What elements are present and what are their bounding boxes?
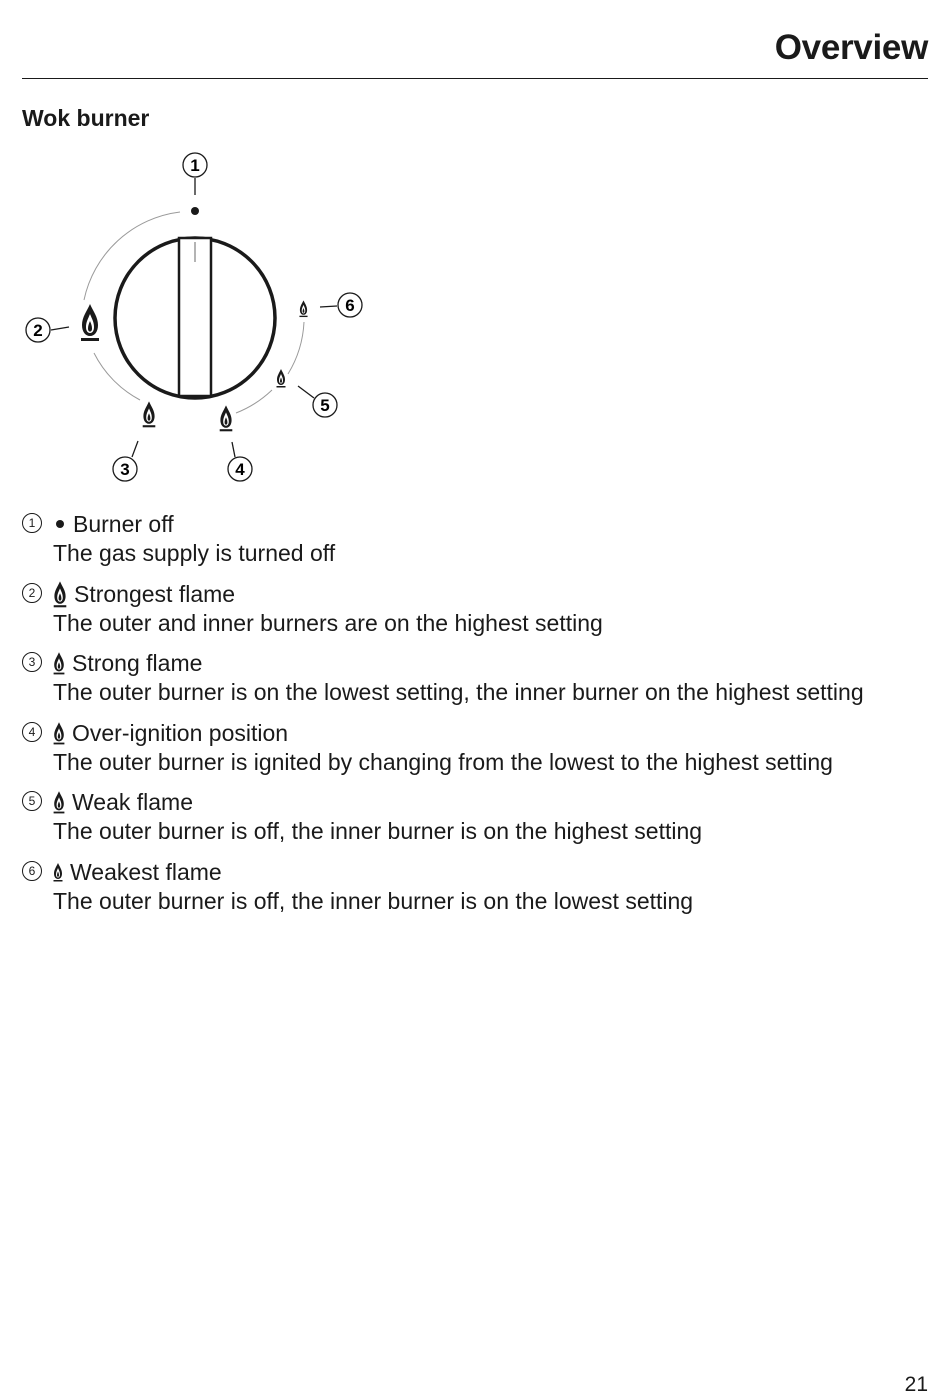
- section-heading: Wok burner: [22, 105, 150, 131]
- callout-label: 6: [345, 296, 355, 315]
- legend-list: [22, 510, 932, 927]
- callout-label: 2: [33, 321, 43, 340]
- flame-strongest-icon: [53, 580, 67, 608]
- list-item: [22, 788, 932, 858]
- callout-leader: [232, 442, 235, 457]
- flame-strong-icon: [53, 651, 65, 675]
- callout-label: 5: [320, 396, 330, 415]
- list-item: [22, 580, 932, 650]
- page-number: 21: [904, 1373, 928, 1396]
- item-description: The outer burner is off, the inner burner is on the lowest setting: [53, 887, 694, 914]
- flame-weakest-icon: [53, 862, 63, 882]
- item-number: 5: [22, 791, 42, 811]
- item-number: 3: [22, 652, 42, 672]
- item-description: The outer burner is on the lowest setting, the inner burner on the highest setting: [53, 679, 864, 705]
- item-description: The outer burner is off, the inner burner is on the highest setting: [53, 818, 703, 844]
- flame-weak-icon: [53, 790, 65, 814]
- page-title: Overview: [774, 28, 928, 67]
- flame-strongest-icon: [81, 304, 99, 341]
- flame-over-ignition-icon: [53, 721, 65, 745]
- item-description: The gas supply is turned off: [53, 540, 336, 566]
- settings-arc: [288, 322, 304, 374]
- item-title: Weakest flame: [70, 858, 222, 885]
- callout-label: 4: [235, 460, 245, 479]
- list-item: [22, 858, 932, 928]
- list-item: [22, 649, 932, 719]
- item-title: Strong flame: [72, 650, 203, 676]
- callout-leader: [320, 306, 337, 307]
- settings-arc: [236, 390, 272, 413]
- flame-weak-icon: [277, 369, 286, 388]
- callout-label: 3: [120, 460, 130, 479]
- flame-over-ignition-icon: [220, 405, 233, 431]
- wok-burner-knob-diagram: [0, 140, 380, 490]
- dot-icon: [56, 520, 64, 528]
- list-item: [22, 510, 932, 580]
- item-number: 1: [22, 513, 42, 533]
- callout-leader: [132, 441, 138, 457]
- list-item: [22, 719, 932, 789]
- item-number: 2: [22, 583, 42, 603]
- item-number: 6: [22, 861, 42, 881]
- item-title: Over-ignition position: [72, 719, 289, 746]
- flame-weakest-icon: [299, 300, 307, 317]
- callout-leader: [298, 386, 314, 398]
- item-description: The outer and inner burners are on the highest setting: [53, 609, 603, 636]
- callout-leader: [51, 327, 69, 330]
- callout-label: 1: [190, 156, 200, 175]
- item-title: Weak flame: [72, 789, 194, 815]
- header-divider: [22, 78, 928, 79]
- flame-strong-icon: [143, 401, 156, 427]
- item-description: The outer burner is ignited by changing from the lowest to the highest setting: [53, 748, 833, 775]
- off-position-dot: [191, 207, 199, 215]
- item-number: 4: [22, 722, 42, 742]
- item-title: Burner off: [73, 511, 174, 537]
- item-title: Strongest flame: [74, 580, 236, 607]
